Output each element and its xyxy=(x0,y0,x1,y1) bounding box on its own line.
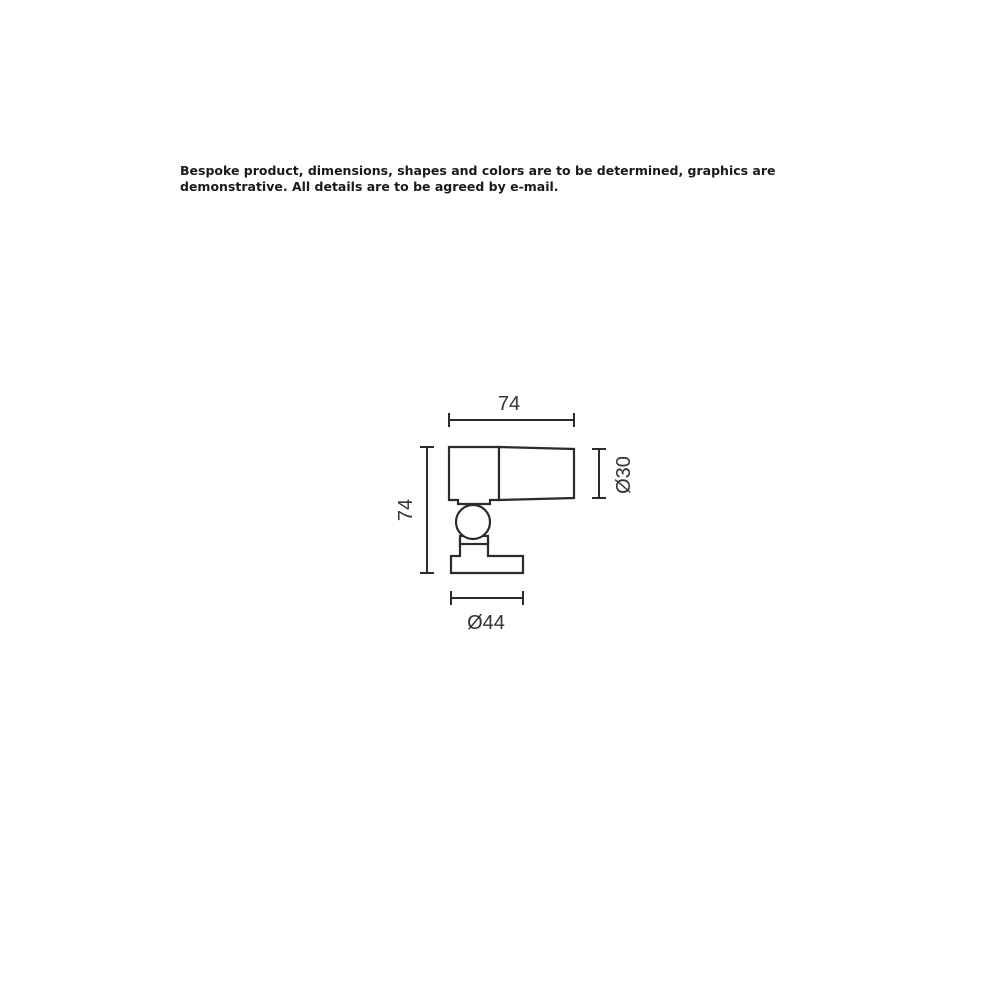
bespoke-notice: Bespoke product, dimensions, shapes and colors are to be determined, graphics are demonstrative. All details are to be agreed by e-mail. xyxy=(180,163,776,194)
head-diameter-dimension xyxy=(592,449,635,498)
height-dimension xyxy=(395,447,434,573)
width-dimension-label: 74 xyxy=(497,393,521,415)
head-diameter-dimension-label: Ø30 xyxy=(613,456,635,494)
base-diameter-dimension-label: Ø44 xyxy=(467,612,505,634)
height-dimension-label: 74 xyxy=(395,498,417,522)
lamp-rear-housing xyxy=(449,447,499,504)
lamp-ball-joint xyxy=(456,505,490,539)
width-dimension xyxy=(449,393,574,427)
lamp-head xyxy=(499,447,574,500)
lamp-outline xyxy=(449,447,574,573)
base-diameter-dimension xyxy=(451,591,523,634)
